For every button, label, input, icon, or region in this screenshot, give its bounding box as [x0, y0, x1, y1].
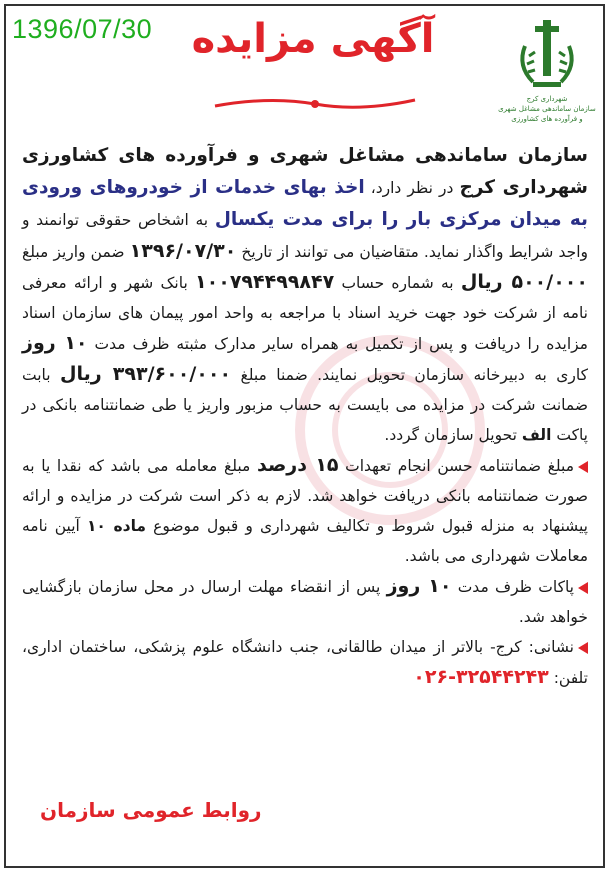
- date-stamp: 1396/07/30: [12, 14, 153, 44]
- phone-number: ۳۲۵۴۴۲۴۳-۰۲۶: [413, 666, 549, 688]
- regulation-article: ماده ۱۰: [86, 517, 146, 535]
- start-date: ۱۳۹۶/۰۷/۳۰: [129, 240, 237, 262]
- organization-name: سازمان ساماندهی مشاغل شهری و فرآورده های کشاورزی شهرداری کرج: [22, 145, 588, 198]
- logo-caption: [497, 94, 597, 124]
- body-text: به شماره حساب: [334, 274, 461, 292]
- body-text: مبلغ معامله می باشد که نقدا یا به صورت ضمانتنامه بانکی دریافت خواهد شد. لازم به ذکر است شرکت در مزایده و ارائه پیشنهاد به منزله قبول شروط و تکالیف شهرداری و قبول موضوع: [22, 457, 588, 535]
- logo-emblem-icon: [497, 16, 597, 92]
- body-text: بابت ضمانت شرکت در مزایده می بایست به حساب مزبور واریز یا طی ضمانتنامه بانکی در پاکت: [22, 366, 588, 444]
- main-paragraph: [22, 140, 588, 450]
- performance-percent: ۱۵ درصد: [256, 454, 339, 476]
- body-text: ضمن واریز مبلغ: [22, 243, 130, 261]
- notice-body: [22, 140, 588, 693]
- logo-caption-line: سازمان ساماندهی مشاغل شهری: [498, 105, 596, 113]
- guarantee-amount: ۳۹۳/۶۰۰/۰۰۰ ریال: [60, 363, 232, 385]
- bullet-arrow-icon: [578, 642, 588, 654]
- bullet-performance-guarantee: [22, 450, 588, 571]
- document-fee: ۵۰۰/۰۰۰ ریال: [460, 271, 588, 293]
- logo-caption-line: شهرداری کرج: [526, 95, 568, 103]
- notice-title: آگهی مزایده: [191, 16, 435, 62]
- body-text: تحویل سازمان گردد.: [384, 426, 522, 444]
- auction-subject: اخذ بهای خدمات از خودروهای ورودی به میدان مرکزی بار را برای مدت یکسال: [22, 177, 589, 230]
- bullet-address: [22, 632, 588, 693]
- body-text: کاری به دبیرخانه سازمان تحویل نمایند. ضمنا مبلغ: [231, 366, 588, 384]
- body-text: به اشخاص حقوقی توانمند و واجد شرایط واگذار نماید. متقاضیان می توانند از تاریخ: [22, 211, 588, 261]
- body-text: پس از انقضاء مهلت ارسال در محل سازمان بازگشایی خواهد شد.: [22, 578, 588, 626]
- notice-header: [180, 10, 450, 120]
- body-text: آیین نامه معاملات شهرداری می باشد.: [22, 517, 588, 565]
- submission-period: ۱۰ روز: [22, 332, 88, 354]
- body-text: در نظر دارد،: [364, 179, 460, 197]
- signature-public-relations: روابط عمومی سازمان: [40, 798, 262, 822]
- logo-caption-line: و فرآورده های کشاورزی: [511, 115, 583, 123]
- organization-logo: [497, 16, 597, 128]
- envelope-label: الف: [521, 426, 552, 444]
- title-swash-ornament: [210, 92, 420, 112]
- bullet-arrow-icon: [578, 461, 588, 473]
- address-text: نشانی: کرج- بالاتر از میدان طالقانی، جنب دانشگاه علوم پزشکی، ساختمان اداری، تلفن:: [22, 638, 588, 687]
- body-text: مبلغ ضمانتنامه حسن انجام تعهدات: [338, 457, 574, 475]
- opening-period: ۱۰ روز: [386, 575, 452, 597]
- body-text: پاکات ظرف مدت: [451, 578, 574, 596]
- bullet-opening: [22, 571, 588, 632]
- account-number: ۱۰۰۷۹۴۴۹۹۸۴۷: [195, 271, 335, 293]
- bullet-arrow-icon: [578, 582, 588, 594]
- body-text: بانک شهر و ارائه معرفی نامه از شرکت خود جهت خرید اسناد با مراجعه به واحد امور پیمان های سازمان اسناد مزایده را دریافت و پس از تکمیل به همراه سایر مدارک مثبته ظرف مدت: [22, 274, 588, 353]
